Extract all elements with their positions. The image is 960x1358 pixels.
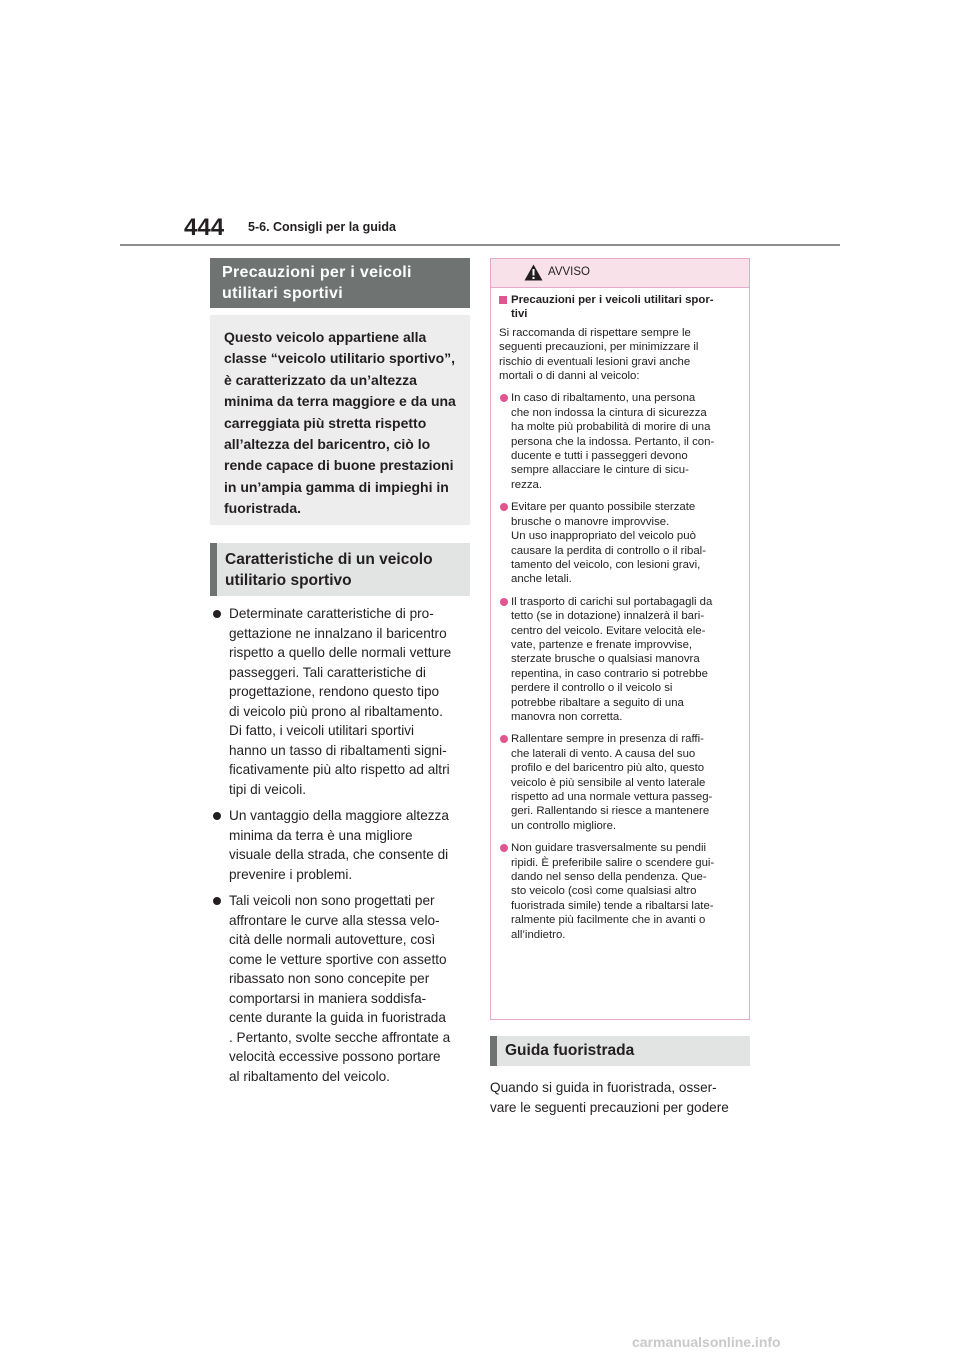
- bullet-line: passeggeri. Tali caratteristiche di: [229, 664, 426, 680]
- warning-intro-line: rischio di eventuali lesioni gravi anche: [499, 355, 691, 368]
- bullet-line: rispetto a quello delle normali vetture: [229, 645, 452, 660]
- warning-intro-line: seguenti precauzioni, per minimizzare il: [499, 341, 699, 354]
- bullet-item: [210, 806, 472, 884]
- warning-label: AVVISO: [548, 266, 590, 278]
- heading-caratteristiche: [210, 543, 470, 596]
- warning-item-line: Evitare per quanto possibile sterzate: [511, 501, 696, 514]
- intro-line: in un’ampia gamma di impieghi in: [224, 478, 449, 495]
- bullet-list: [210, 604, 472, 1093]
- warning-item-line: ripidi. È preferibile salire o scendere gui-: [511, 856, 715, 869]
- heading-line: utilitari sportivi: [222, 285, 343, 302]
- intro-line: all’altezza del baricentro, ciò lo: [224, 436, 431, 453]
- bullet-line: tipi di veicoli.: [229, 781, 307, 797]
- pink-dot-icon: [500, 735, 508, 743]
- warning-item-line: rispetto ad una normale vettura passeg-: [511, 791, 713, 803]
- bullet-line: cità delle normali autovetture, così: [229, 932, 436, 947]
- intro-line: carreggiata più stretta rispetto: [224, 414, 427, 431]
- heading-line: Caratteristiche di un veicolo: [225, 551, 433, 568]
- warning-item-line: tetto (se in dotazione) innalzerà il bari-: [511, 610, 705, 623]
- bullet-line: Tali veicoli non sono progettati per: [229, 893, 435, 908]
- warning-subtitle: [499, 293, 741, 322]
- warning-item-line: Il trasporto di carichi sul portabagagli da: [511, 595, 713, 608]
- guida-line: vare le seguenti precauzioni per godere: [490, 1099, 729, 1115]
- warning-item-line: che laterali di vento. A causa del suo: [511, 747, 696, 760]
- bullet-dot-icon: [213, 897, 221, 905]
- warning-item-line: Rallentare sempre in presenza di raffi-: [511, 733, 704, 746]
- warning-item-line: centro del veicolo. Evitare velocità ele-: [511, 624, 706, 637]
- bullet-dot-icon: [213, 610, 221, 618]
- bullet-line: cente durante la guida in fuoristrada: [229, 1010, 446, 1025]
- warning-subtitle-line: Precauzioni per i veicoli utilitari spor-: [511, 294, 714, 306]
- bullet-line: Un vantaggio della maggiore altezza: [229, 808, 449, 823]
- bullet-line: progettazione, rendono questo tipo: [229, 684, 440, 699]
- warning-intro-line: Si raccomanda di rispettare sempre le: [499, 326, 691, 339]
- warning-item-line: vate, partenze e frenate improvvise,: [511, 638, 693, 651]
- bullet-line: visuale della strada, che consente di: [229, 847, 449, 862]
- intro-line: classe “veicolo utilitario sportivo”,: [224, 350, 456, 367]
- warning-icon: [524, 264, 543, 281]
- bullet-line: Di fatto, i veicoli utilitari sportivi: [229, 723, 415, 738]
- warning-item-line: rezza.: [511, 478, 543, 491]
- warning-item-line: dando nel senso della pendenza. Que-: [511, 871, 707, 884]
- pink-dot-icon: [500, 394, 508, 402]
- bullet-item: [210, 604, 472, 799]
- bullet-line: minima da terra è una migliore: [229, 827, 413, 843]
- bullet-line: hanno un tasso di ribaltamenti signi-: [229, 742, 447, 758]
- intro-box: [210, 315, 470, 525]
- warning-item-line: sterzate brusche o qualsiasi manovra: [511, 653, 700, 666]
- pink-dot-icon: [500, 503, 508, 511]
- intro-line: è caratterizzato da un’altezza: [224, 371, 417, 388]
- intro-line: Questo veicolo appartiene alla: [224, 329, 427, 345]
- bullet-line: ribassato non sono concepite per: [229, 971, 430, 986]
- warning-item: [499, 391, 741, 492]
- watermark: carmanualsonline.info: [632, 1334, 781, 1350]
- warning-item-line: veicolo è più sensibile al vento laterale: [511, 776, 706, 789]
- warning-item-line: sto veicolo (così come qualsiasi altro: [511, 885, 697, 898]
- header-rule: [120, 244, 840, 246]
- pink-dot-icon: [500, 844, 508, 852]
- bullet-dot-icon: [213, 812, 221, 820]
- warning-item-line: geri. Rallentando si riesce a mantenere: [511, 805, 710, 818]
- intro-line: fuoristrada.: [224, 500, 302, 517]
- bullet-line: prevenire i problemi.: [229, 866, 353, 882]
- bullet-line: Determinate caratteristiche di pro-: [229, 606, 434, 621]
- warning-item-line: profilo e del baricentro più alto, questo: [511, 762, 705, 775]
- warning-item-line: potrebbe ribaltare a seguito di una: [511, 696, 684, 709]
- warning-item: [499, 732, 741, 833]
- warning-item-line: Non guidare trasversalmente su pendii: [511, 842, 707, 855]
- warning-item-line: In caso di ribaltamento, una persona: [511, 392, 696, 405]
- warning-item-line: un controllo migliore.: [511, 819, 617, 832]
- bullet-line: ficativamente più alto rispetto ad altri: [229, 762, 450, 777]
- warning-item-line: repentina, in caso contrario si potrebbe: [511, 667, 708, 680]
- guida-line: Quando si guida in fuoristrada, osser-: [490, 1080, 717, 1095]
- heading-guida-fuoristrada: Guida fuoristrada: [490, 1036, 750, 1066]
- bullet-line: affrontare le curve alla stessa velo-: [229, 912, 440, 928]
- warning-box: [490, 258, 750, 1020]
- warning-item-line: anche letali.: [511, 573, 572, 586]
- intro-line: minima da terra maggiore e da una: [224, 393, 456, 410]
- bullet-line: gettazione ne innalzano il baricentro: [229, 625, 447, 641]
- warning-item-line: perdere il controllo o il veicolo si: [511, 682, 673, 695]
- bullet-line: . Pertanto, svolte secche affrontate a: [229, 1029, 451, 1045]
- heading-precauzioni: [210, 258, 470, 308]
- pink-dot-icon: [500, 598, 508, 606]
- warning-item-line: Un uso inappropriato del veicolo può: [511, 530, 696, 543]
- warning-item-line: fuoristrada simile) tende a ribaltarsi late-: [511, 899, 714, 912]
- warning-body: [491, 288, 749, 942]
- warning-item-line: persona che la indossa. Pertanto, il con-: [511, 435, 715, 448]
- warning-intro: [499, 326, 741, 384]
- warning-item-line: che non indossa la cintura di sicurezza: [511, 406, 707, 419]
- warning-item-line: sempre allacciare le cinture di sicu-: [511, 464, 689, 477]
- warning-item: [499, 595, 741, 725]
- bullet-line: di veicolo più prono al ribaltamento.: [229, 703, 443, 719]
- warning-intro-line: mortali o di danni al veicolo:: [499, 370, 640, 383]
- warning-item: [499, 500, 741, 586]
- bullet-line: come le vetture sportive con assetto: [229, 951, 447, 967]
- page-number: 444: [184, 214, 225, 241]
- bullet-line: velocità eccessive possono portare: [229, 1049, 441, 1064]
- warning-item-line: brusche o manovre improvvise.: [511, 515, 670, 528]
- warning-subtitle-line: tivi: [511, 308, 528, 321]
- guida-text: [490, 1078, 752, 1117]
- square-bullet-icon: [499, 296, 507, 304]
- warning-item-line: ha molte più probabilità di morire di una: [511, 421, 711, 434]
- warning-item-line: tamento del veicolo, con lesioni gravi,: [511, 558, 701, 571]
- warning-item-line: ducente e tutti i passeggeri devono: [511, 450, 688, 463]
- warning-item-line: all’indietro.: [511, 928, 566, 941]
- warning-item-line: causare la perdita di controllo o il ribal-: [511, 544, 707, 557]
- warning-item-line: manovra non corretta.: [511, 710, 623, 723]
- section-title: 5-6. Consigli per la guida: [248, 220, 396, 234]
- warning-item-line: ralmente più facilmente che in avanti o: [511, 914, 706, 927]
- heading-line: Precauzioni per i veicoli: [222, 264, 412, 281]
- warning-header: [491, 259, 749, 288]
- bullet-line: al ribaltamento del veicolo.: [229, 1068, 390, 1084]
- bullet-line: comportarsi in maniera soddisfa-: [229, 990, 427, 1006]
- intro-line: rende capace di buone prestazioni: [224, 457, 454, 474]
- bullet-item: [210, 891, 472, 1086]
- warning-item: [499, 841, 741, 942]
- heading-line: utilitario sportivo: [225, 572, 352, 589]
